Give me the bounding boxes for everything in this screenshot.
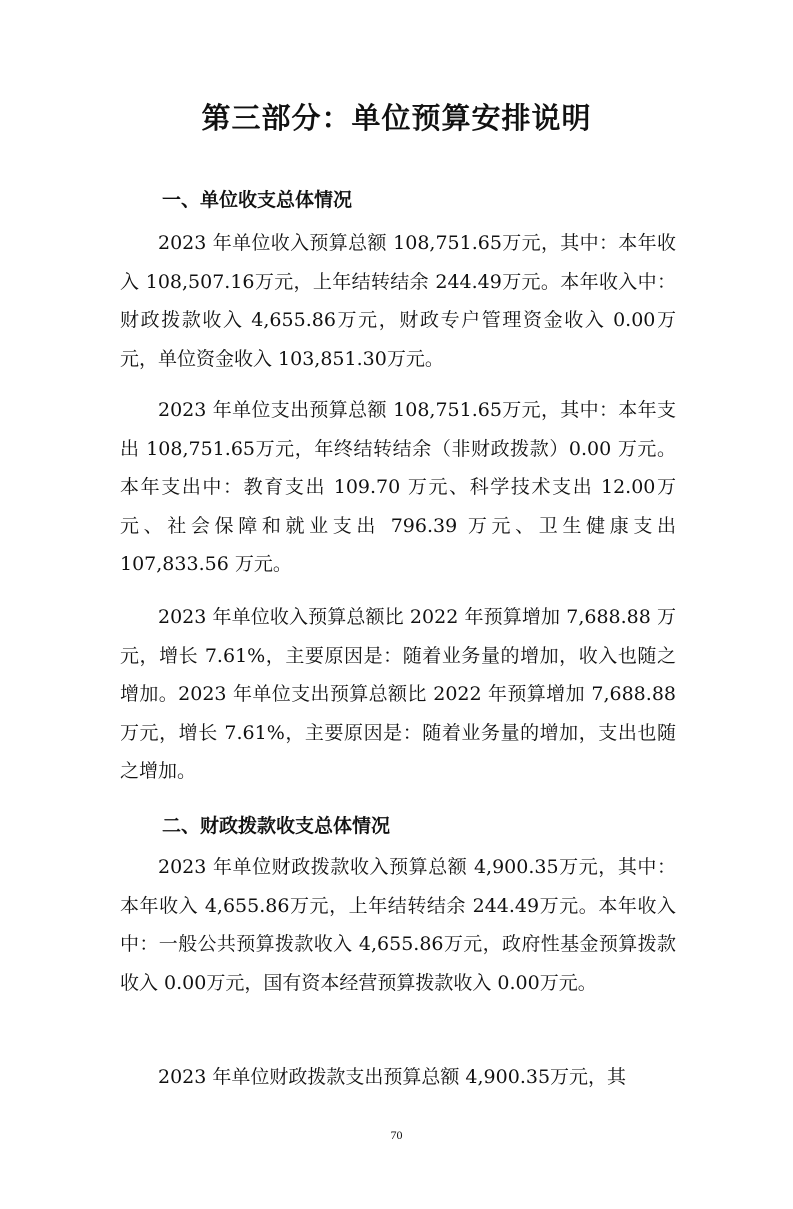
paragraph-fiscal-income: 2023 年单位财政拨款收入预算总额 4,900.35万元，其中：本年收入 4,655.86万元，上年结转结余 244.49万元。本年收入中：一般公共预算拨款收入 4,655.86万元，政府性基金预算拨款收入 0.00万元，国有资本经营预算拨款收入 0.00万元。 [120,856,676,994]
paragraph-fiscal-expenditure: 2023 年单位财政拨款支出预算总额 4,900.35万元，其 [158,1066,627,1088]
paragraph-expenditure-summary: 2023 年单位支出预算总额 108,751.65万元，其中：本年支出 108,751.65万元，年终结转结余（非财政拨款）0.00 万元。本年支出中：教育支出 109.70 万元、科学技术支出 12.00万元、社会保障和就业支出 796.39 万元、卫生健康支出 107,833.56 万元。 [120,399,676,575]
paragraph-income-summary: 2023 年单位收入预算总额 108,751.65万元，其中：本年收入 108,507.16万元，上年结转结余 244.49万元。本年收入中：财政拨款收入 4,655.86万元，财政专户管理资金收入 0.00万元，单位资金收入 103,851.30万元。 [120,232,676,370]
paragraph-year-comparison: 2023 年单位收入预算总额比 2022 年预算增加 7,688.88 万元，增长 7.61%，主要原因是：随着业务量的增加，收入也随之增加。2023 年单位支出预算总额比 2022 年预算增加 7,688.88 万元，增长 7.61%，主要原因是：随着业务量的增加，支出也随之增加。 [120,606,676,782]
page-number: 70 [390,1128,403,1142]
page-title: 第三部分：单位预算安排说明 [201,101,592,135]
section-heading-1: 一、单位收支总体情况 [162,189,353,211]
section-heading-2: 二、财政拨款收支总体情况 [162,815,391,837]
